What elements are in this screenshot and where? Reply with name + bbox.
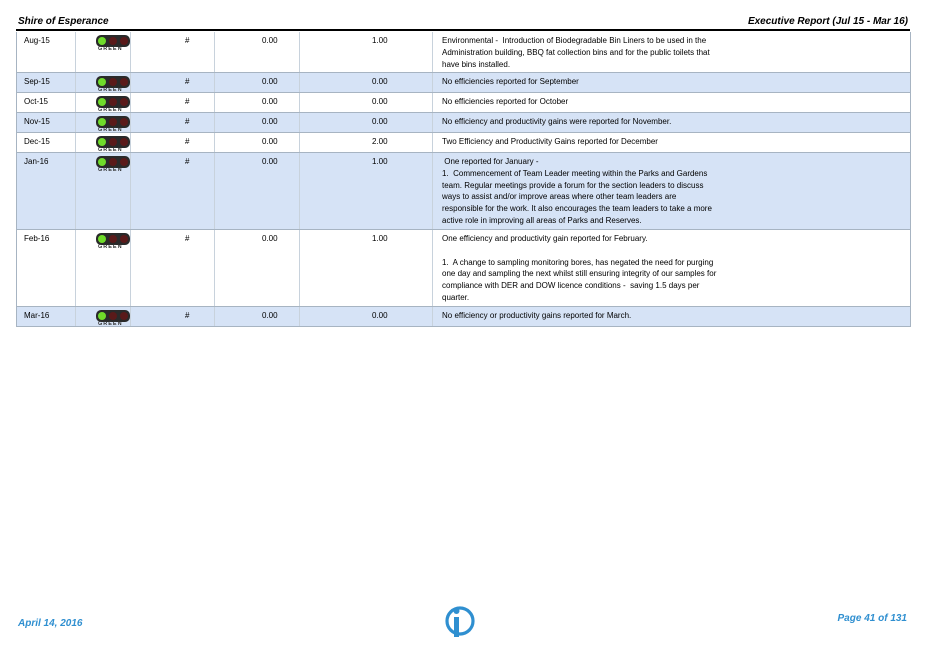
value-cell-1: 0.00 <box>262 137 278 146</box>
hash-cell: # <box>185 157 190 166</box>
month-cell: Jan-16 <box>24 157 49 166</box>
column-divider <box>130 230 131 306</box>
value-cell-2: 0.00 <box>372 77 388 86</box>
description-line: One reported for January - <box>442 157 539 166</box>
description-cell <box>442 156 732 227</box>
hash-cell: # <box>185 137 190 146</box>
description-cell <box>442 136 732 148</box>
column-divider <box>214 113 215 132</box>
column-divider <box>75 93 76 112</box>
value-cell-2: 0.00 <box>372 97 388 106</box>
column-divider <box>299 113 300 132</box>
value-cell-1: 0.00 <box>262 36 278 45</box>
description-line: One efficiency and productivity gain reported for February. <box>442 234 648 243</box>
description-line: ways to assist and/or improve areas where other team leaders are <box>442 192 677 202</box>
description-line: No efficiency or productivity gains reported for March. <box>442 311 632 320</box>
status-label: GREEN <box>98 107 123 113</box>
month-cell: Aug-15 <box>24 36 50 45</box>
hash-cell: # <box>185 77 190 86</box>
column-divider <box>130 73 131 92</box>
column-divider <box>75 307 76 326</box>
shire-logo-icon <box>440 605 478 639</box>
description-cell <box>442 310 732 322</box>
column-divider <box>75 32 76 72</box>
status-label: GREEN <box>98 167 123 173</box>
column-divider <box>432 153 433 229</box>
column-divider <box>75 113 76 132</box>
description-line: team. Regular meetings provide a forum for the section leaders to discuss <box>442 180 704 190</box>
table-row <box>17 113 910 133</box>
report-date: April 14, 2016 <box>18 618 83 629</box>
description-line: Administration building, BBQ fat collection bins and for the public toilets that <box>442 47 710 57</box>
column-divider <box>432 230 433 306</box>
table-row <box>17 133 910 153</box>
column-divider <box>214 307 215 326</box>
month-cell: Nov-15 <box>24 117 50 126</box>
column-divider <box>214 73 215 92</box>
status-label: GREEN <box>98 127 123 133</box>
table-row <box>17 153 910 230</box>
month-cell: Sep-15 <box>24 77 50 86</box>
description-cell <box>442 76 732 88</box>
column-divider <box>214 32 215 72</box>
column-divider <box>432 113 433 132</box>
hash-cell: # <box>185 311 190 320</box>
value-cell-1: 0.00 <box>262 311 278 320</box>
description-line: active role in improving all areas of Parks and Reserves. <box>442 215 642 225</box>
description-line: Environmental - Introduction of Biodegradable Bin Liners to be used in the <box>442 36 707 45</box>
page-number: Page 41 of 131 <box>837 613 907 624</box>
description-line: No efficiency and productivity gains were reported for November. <box>442 117 672 126</box>
column-divider <box>214 93 215 112</box>
description-cell <box>442 35 732 70</box>
month-cell: Mar-16 <box>24 311 50 320</box>
status-label: GREEN <box>98 147 123 153</box>
table-row <box>17 32 910 73</box>
description-line: one day and sampling the next whilst still ensuring integrity of our samples for <box>442 269 717 279</box>
value-cell-2: 1.00 <box>372 36 388 45</box>
hash-cell: # <box>185 97 190 106</box>
table-row <box>17 307 910 327</box>
description-cell <box>442 233 732 304</box>
value-cell-2: 1.00 <box>372 234 388 243</box>
description-line: have bins installed. <box>442 59 511 69</box>
column-divider <box>130 93 131 112</box>
table-row <box>17 93 910 113</box>
value-cell-2: 0.00 <box>372 311 388 320</box>
column-divider <box>130 133 131 152</box>
table-row <box>17 73 910 93</box>
column-divider <box>432 73 433 92</box>
column-divider <box>299 230 300 306</box>
value-cell-1: 0.00 <box>262 157 278 166</box>
status-label: GREEN <box>98 244 123 250</box>
status-label: GREEN <box>98 46 123 52</box>
column-divider <box>432 93 433 112</box>
column-divider <box>299 73 300 92</box>
value-cell-2: 2.00 <box>372 137 388 146</box>
report-title: Executive Report (Jul 15 - Mar 16) <box>747 16 908 27</box>
column-divider <box>214 133 215 152</box>
column-divider <box>75 73 76 92</box>
column-divider <box>130 307 131 326</box>
column-divider <box>75 153 76 229</box>
description-line: quarter. <box>442 292 470 302</box>
description-line <box>442 245 732 257</box>
hash-cell: # <box>185 117 190 126</box>
organisation-title: Shire of Esperance <box>18 16 109 27</box>
month-cell: Dec-15 <box>24 137 50 146</box>
column-divider <box>299 133 300 152</box>
value-cell-1: 0.00 <box>262 234 278 243</box>
value-cell-1: 0.00 <box>262 77 278 86</box>
column-divider <box>432 32 433 72</box>
column-divider <box>299 93 300 112</box>
description-cell <box>442 96 732 108</box>
status-label: GREEN <box>98 321 123 327</box>
description-line: responsible for the work. It also encourages the team leaders to take a more <box>442 204 712 214</box>
value-cell-2: 0.00 <box>372 117 388 126</box>
column-divider <box>432 307 433 326</box>
column-divider <box>75 230 76 306</box>
column-divider <box>299 307 300 326</box>
value-cell-1: 0.00 <box>262 117 278 126</box>
column-divider <box>130 113 131 132</box>
column-divider <box>299 153 300 229</box>
column-divider <box>214 230 215 306</box>
column-divider <box>299 32 300 72</box>
description-line: No efficiencies reported for October <box>442 97 569 106</box>
column-divider <box>432 133 433 152</box>
table-row <box>17 230 910 307</box>
column-divider <box>75 133 76 152</box>
description-line: compliance with DER and DOW licence conditions - saving 1.5 days per <box>442 281 700 291</box>
description-line: 1. Commencement of Team Leader meeting within the Parks and Gardens <box>442 168 708 178</box>
description-line: No efficiencies reported for September <box>442 77 579 86</box>
month-cell: Feb-16 <box>24 234 50 243</box>
status-label: GREEN <box>98 87 123 93</box>
description-cell <box>442 116 732 128</box>
column-divider <box>130 32 131 72</box>
header-divider <box>16 29 910 31</box>
description-line: 1. A change to sampling monitoring bores, has negated the need for purging <box>442 257 714 267</box>
value-cell-2: 1.00 <box>372 157 388 166</box>
hash-cell: # <box>185 36 190 45</box>
value-cell-1: 0.00 <box>262 97 278 106</box>
month-cell: Oct-15 <box>24 97 49 106</box>
hash-cell: # <box>185 234 190 243</box>
efficiency-table <box>16 32 911 327</box>
description-line: Two Efficiency and Productivity Gains reported for December <box>442 137 658 146</box>
column-divider <box>130 153 131 229</box>
column-divider <box>214 153 215 229</box>
